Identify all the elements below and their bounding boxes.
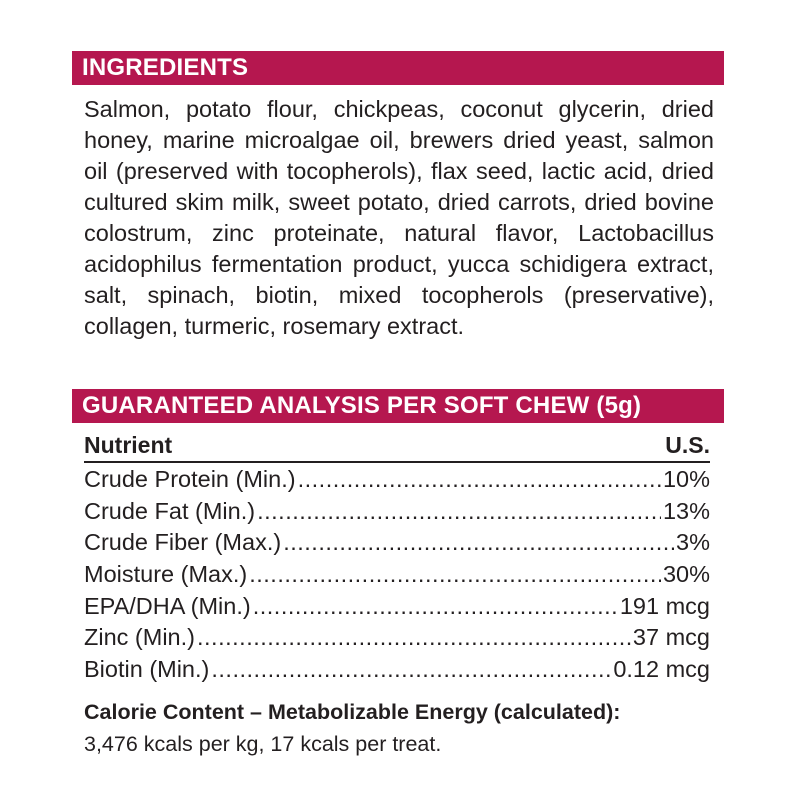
ingredients-list: Salmon, potato flour, chickpeas, coconut glycerin, dried honey, marine microalgae oil, brewers dried yeast, salmon oil (preserved with tocopherols), flax seed, lactic acid, dried cultured skim milk, sweet potato, dried carrots, dried bovine colostrum, zinc proteinate, natural flavor, Lactobacillus acidophilus fermentation product, yucca schidigera extract, salt, spinach, biotin, mixed tocopherols (preservative), collagen, turmeric, rosemary extract.	[84, 96, 714, 339]
guaranteed-analysis-header: GUARANTEED ANALYSIS PER SOFT CHEW (5g)	[72, 389, 724, 423]
nutrient-name: Crude Protein (Min.)	[84, 466, 296, 492]
nutrient-value: 191 mcg	[619, 592, 710, 619]
nutrient-name: Zinc (Min.)	[84, 624, 195, 651]
dot-leader	[283, 526, 674, 559]
table-row	[84, 558, 710, 590]
table-row	[84, 621, 710, 653]
us-column-header: U.S.	[665, 432, 710, 458]
calorie-content-text: 3,476 kcals per kg, 17 kcals per treat.	[84, 732, 442, 756]
nutrient-value: 0.12 mcg	[613, 656, 710, 683]
nutrient-value: 10%	[662, 466, 710, 492]
dot-leader	[249, 558, 661, 591]
nutrient-table	[84, 427, 710, 685]
table-row	[84, 463, 710, 495]
nutrient-table-header	[84, 427, 710, 463]
nutrient-name: EPA/DHA (Min.)	[84, 592, 251, 619]
ingredients-header: INGREDIENTS	[72, 51, 724, 85]
nutrient-name: Crude Fat (Min.)	[84, 497, 256, 524]
ingredients-section	[72, 51, 724, 342]
nutrient-value: 3%	[676, 529, 710, 556]
dot-leader	[211, 653, 611, 686]
nutrient-name: Biotin (Min.)	[84, 656, 210, 683]
table-row	[84, 495, 710, 527]
nutrient-name: Crude Fiber (Max.)	[84, 529, 282, 556]
table-row	[84, 653, 710, 685]
dot-leader	[298, 463, 661, 496]
dot-leader	[253, 590, 618, 623]
table-row	[84, 590, 710, 622]
nutrient-rows	[84, 463, 710, 685]
calorie-content-title: Calorie Content – Metabolizable Energy (calculated):	[84, 700, 621, 724]
table-row	[84, 526, 710, 558]
guaranteed-analysis-section	[72, 389, 724, 685]
dot-leader	[257, 495, 661, 528]
nutrient-value: 37 mcg	[632, 624, 710, 651]
nutrient-name: Moisture (Max.)	[84, 561, 248, 588]
dot-leader	[197, 621, 631, 654]
nutrient-column-header: Nutrient	[84, 432, 173, 458]
nutrient-value: 13%	[662, 497, 710, 524]
nutrient-value: 30%	[662, 561, 710, 588]
